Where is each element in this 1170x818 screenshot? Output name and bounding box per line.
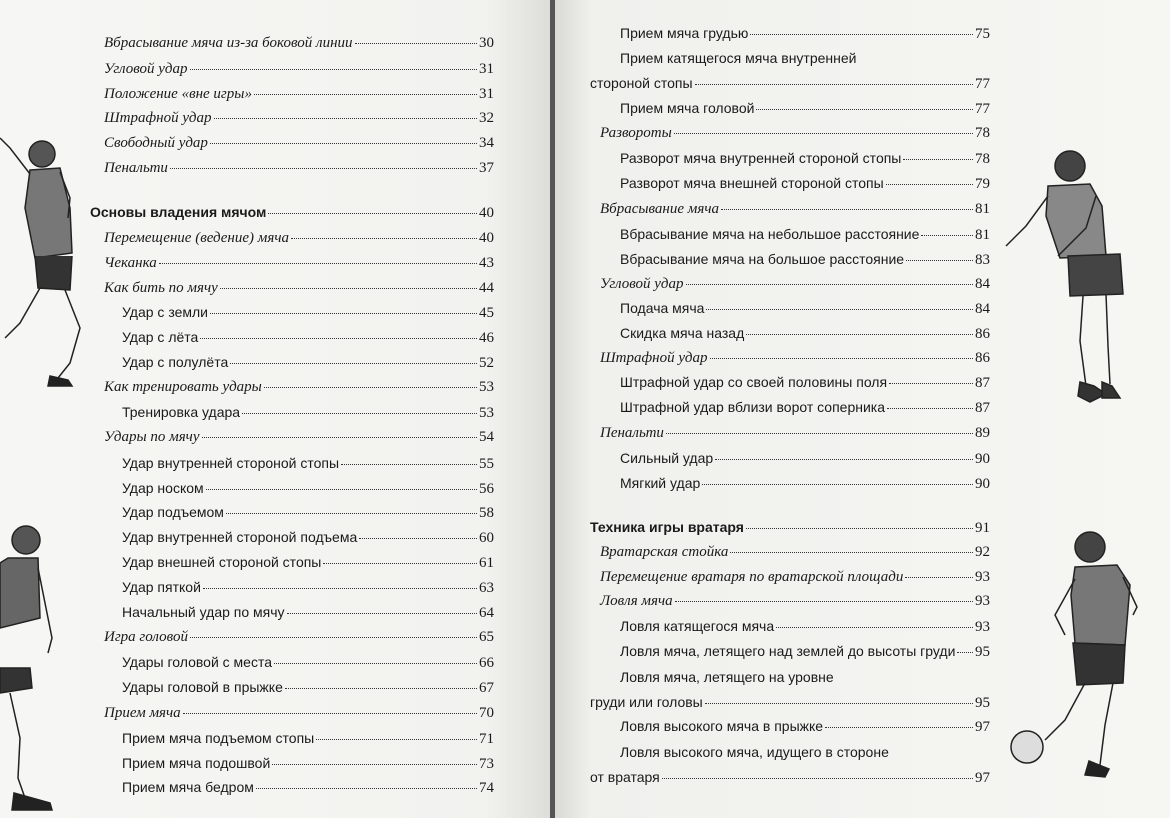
- dot-leader: [226, 513, 477, 514]
- toc-entry-page-number: 93: [975, 619, 990, 635]
- toc-entry-title: Как тренировать удары: [104, 379, 262, 395]
- toc-entry-page-number: 93: [975, 593, 990, 609]
- toc-entry-page-number: 95: [975, 644, 990, 660]
- toc-entry-page-number: 43: [479, 255, 494, 271]
- toc-entry-page-number: 71: [479, 731, 494, 747]
- dot-leader: [355, 43, 477, 44]
- toc-entry-title: Как бить по мячу: [104, 280, 218, 296]
- toc-entry-title: Угловой удар: [600, 276, 684, 292]
- toc-entry: [104, 704, 494, 722]
- toc-entry: [620, 250, 990, 269]
- toc-entry: [104, 85, 494, 103]
- dot-leader: [190, 69, 478, 70]
- toc-entry: [620, 717, 990, 736]
- toc-entry-page-number: 44: [479, 280, 494, 296]
- dot-leader: [666, 433, 973, 434]
- toc-entry-title: Удар с лёта: [122, 329, 199, 345]
- toc-entry: [620, 373, 990, 392]
- dot-leader: [921, 235, 973, 236]
- footballer-kicking-ball-illustration: [1005, 525, 1145, 787]
- dot-leader: [957, 652, 973, 653]
- toc-entry: [122, 528, 494, 547]
- toc-entry-title: Разворот мяча внутренней стороной стопы: [620, 150, 902, 166]
- toc-entry-page-number: 37: [479, 160, 494, 176]
- toc-entry: [620, 24, 990, 43]
- toc-entry-title: груди или головы: [590, 694, 703, 710]
- toc-entry: [590, 768, 990, 787]
- toc-entry-title: Удар носком: [122, 480, 204, 496]
- toc-entry: [122, 603, 494, 622]
- toc-entry-title: Перемещение (ведение) мяча: [104, 230, 289, 246]
- toc-entry-title: Прием мяча бедром: [122, 779, 254, 795]
- toc-entry-title: от вратаря: [590, 769, 660, 785]
- toc-entry: [122, 778, 494, 797]
- dot-leader: [702, 484, 973, 485]
- dot-leader: [206, 489, 477, 490]
- toc-entry-title: Чеканка: [104, 255, 157, 271]
- dot-leader: [706, 309, 973, 310]
- toc-entry-title: Штрафной удар со своей половины поля: [620, 374, 888, 390]
- toc-entry-title: Ловля катящегося мяча: [620, 618, 775, 634]
- toc-entry: [600, 349, 990, 367]
- toc-entry-page-number: 87: [975, 375, 990, 391]
- dot-leader: [170, 168, 477, 169]
- toc-entry-title: Игра головой: [104, 629, 188, 645]
- toc-entry-title: Мягкий удар: [620, 475, 701, 491]
- toc-entry: [620, 617, 990, 636]
- toc-entry-page-number: 81: [975, 201, 990, 217]
- toc-entry-title: Начальный удар по мячу: [122, 604, 285, 620]
- toc-entry-page-number: 65: [479, 629, 494, 645]
- toc-entry: [104, 159, 494, 177]
- toc-entry: [122, 678, 494, 697]
- dot-leader: [886, 184, 973, 185]
- toc-entry: [590, 518, 990, 537]
- dot-leader: [210, 313, 477, 314]
- toc-entry-title: Пенальти: [600, 425, 664, 441]
- dot-leader: [210, 143, 477, 144]
- toc-entry-page-number: 40: [479, 205, 494, 221]
- dot-leader: [750, 34, 973, 35]
- toc-entry-page-number: 45: [479, 305, 494, 321]
- toc-entry-title: Штрафной удар: [600, 350, 708, 366]
- dot-leader: [825, 727, 973, 728]
- toc-entry: [620, 474, 990, 493]
- toc-entry: [600, 200, 990, 218]
- dot-leader: [230, 363, 477, 364]
- toc-entry-page-number: 53: [479, 405, 494, 421]
- dot-leader: [256, 788, 477, 789]
- toc-entry-page-number: 31: [479, 61, 494, 77]
- dot-leader: [190, 637, 477, 638]
- dot-leader: [291, 238, 477, 239]
- toc-entry-title: Удар внешней стороной стопы: [122, 554, 322, 570]
- dot-leader: [662, 778, 973, 779]
- dot-leader: [359, 538, 477, 539]
- dot-leader: [341, 464, 477, 465]
- dot-leader: [220, 288, 477, 289]
- toc-entry-title: Подача мяча: [620, 300, 705, 316]
- toc-entry: [620, 149, 990, 168]
- toc-entry-title: Вратарская стойка: [600, 544, 729, 560]
- dot-leader: [274, 663, 477, 664]
- toc-entry-title: Удары головой с места: [122, 654, 273, 670]
- toc-entry-page-number: 52: [479, 355, 494, 371]
- toc-entry-title: Штрафной удар вблизи ворот соперника: [620, 399, 886, 415]
- toc-entry: [620, 324, 990, 343]
- dot-leader: [214, 118, 477, 119]
- dot-leader: [287, 613, 477, 614]
- toc-entry-title: Ловля высокого мяча, идущего в стороне: [620, 744, 889, 760]
- toc-entry: [122, 353, 494, 372]
- footballer-dribbling-illustration: [0, 518, 60, 818]
- toc-entry-page-number: 53: [479, 379, 494, 395]
- toc-entry-title: Разворот мяча внешней стороной стопы: [620, 175, 884, 191]
- toc-entry: [122, 754, 494, 773]
- goalkeeper-stance-illustration: [998, 146, 1128, 408]
- toc-entry-title: Вбрасывание мяча на большое расстояние: [620, 251, 905, 267]
- toc-entry: [104, 34, 494, 52]
- toc-entry-page-number: 93: [975, 569, 990, 585]
- toc-entry-page-number: 78: [975, 151, 990, 167]
- toc-entry-page-number: 58: [479, 505, 494, 521]
- toc-entry: [590, 74, 990, 93]
- dot-leader: [715, 459, 973, 460]
- toc-entry: [104, 628, 494, 646]
- toc-entry: [620, 225, 990, 244]
- dot-leader: [183, 713, 477, 714]
- toc-entry-page-number: 84: [975, 301, 990, 317]
- toc-entry-title: Прием мяча головой: [620, 100, 755, 116]
- toc-entry-title: Вбрасывание мяча на небольшое расстояние: [620, 226, 920, 242]
- dot-leader: [906, 260, 973, 261]
- dot-leader: [200, 338, 477, 339]
- toc-entry: [600, 124, 990, 142]
- toc-entry-page-number: 95: [975, 695, 990, 711]
- toc-entry-page-number: 64: [479, 605, 494, 621]
- toc-entry-page-number: 86: [975, 326, 990, 342]
- toc-entry-title: Удар подъемом: [122, 504, 224, 520]
- toc-entry: [600, 275, 990, 293]
- dot-leader: [675, 601, 973, 602]
- toc-entry-page-number: 74: [479, 780, 494, 796]
- toc-entry: [104, 109, 494, 127]
- toc-entry-page-number: 63: [479, 580, 494, 596]
- toc-entry-page-number: 70: [479, 705, 494, 721]
- toc-entry-title: Перемещение вратаря по вратарской площади: [600, 569, 904, 585]
- toc-entry: [104, 279, 494, 297]
- toc-entry-page-number: 40: [479, 230, 494, 246]
- toc-entry-title: Прием катящегося мяча внутренней: [620, 50, 857, 66]
- toc-entry: [104, 229, 494, 247]
- toc-entry: [122, 578, 494, 597]
- toc-entry-title: Скидка мяча назад: [620, 325, 745, 341]
- toc-entry-title: Тренировка удара: [122, 404, 241, 420]
- dot-leader: [323, 563, 477, 564]
- toc-entry-title: Прием мяча подъемом стопы: [122, 730, 315, 746]
- toc-entry-title: Пенальти: [104, 160, 168, 176]
- dot-leader: [756, 109, 973, 110]
- toc-entry-title: Вбрасывание мяча: [600, 201, 719, 217]
- toc-entry: [104, 428, 494, 446]
- toc-entry-page-number: 87: [975, 400, 990, 416]
- toc-entry: [122, 479, 494, 498]
- toc-entry-title: Удары головой в прыжке: [122, 679, 283, 695]
- dot-leader: [268, 213, 477, 214]
- toc-entry: [122, 553, 494, 572]
- toc-entry-page-number: 67: [479, 680, 494, 696]
- toc-entry-title: Удары по мячу: [104, 429, 200, 445]
- toc-entry-title: Вбрасывание мяча из-за боковой линии: [104, 35, 353, 51]
- dot-leader: [272, 764, 477, 765]
- dot-leader: [203, 588, 477, 589]
- toc-entry: [620, 449, 990, 468]
- toc-entry-title: Прием мяча: [104, 705, 181, 721]
- toc-entry: [104, 378, 494, 396]
- toc-entry-page-number: 89: [975, 425, 990, 441]
- toc-entry-title: Основы владения мячом: [90, 204, 267, 220]
- toc-entry-title: Штрафной удар: [104, 110, 212, 126]
- toc-entry-page-number: 84: [975, 276, 990, 292]
- toc-entry: [600, 424, 990, 442]
- toc-entry-page-number: 83: [975, 252, 990, 268]
- toc-entry-page-number: 81: [975, 227, 990, 243]
- toc-entry-title: Угловой удар: [104, 61, 188, 77]
- dot-leader: [159, 263, 477, 264]
- dot-leader: [242, 413, 477, 414]
- toc-entry-title: Ловля мяча, летящего над землей до высоты груди: [620, 643, 956, 659]
- dot-leader: [746, 334, 973, 335]
- toc-entry: [122, 303, 494, 322]
- toc-entry-page-number: 66: [479, 655, 494, 671]
- toc-entry: [600, 543, 990, 561]
- toc-entry: [620, 642, 990, 661]
- toc-entry-title: Ловля высокого мяча в прыжке: [620, 718, 824, 734]
- toc-entry-title: Удар внутренней стороной стопы: [122, 455, 340, 471]
- dot-leader: [285, 688, 477, 689]
- toc-entry-page-number: 46: [479, 330, 494, 346]
- toc-entry-title: Ловля мяча: [600, 593, 673, 609]
- toc-entry-page-number: 92: [975, 544, 990, 560]
- dot-leader: [254, 94, 477, 95]
- toc-entry-title: Удар с полулёта: [122, 354, 229, 370]
- dot-leader: [721, 209, 973, 210]
- toc-entry-title: Удар пяткой: [122, 579, 201, 595]
- toc-entry-page-number: 56: [479, 481, 494, 497]
- footballer-kicking-illustration: [0, 128, 105, 393]
- dot-leader: [710, 358, 973, 359]
- toc-entry-page-number: 91: [975, 520, 990, 536]
- dot-leader: [889, 383, 973, 384]
- toc-entry-page-number: 77: [975, 76, 990, 92]
- toc-entry: [620, 99, 990, 118]
- dot-leader: [730, 552, 973, 553]
- toc-entry-title: Удар внутренней стороной подъема: [122, 529, 358, 545]
- toc-entry-title: Техника игры вратаря: [590, 519, 744, 535]
- toc-entry: [104, 60, 494, 78]
- toc-entry-page-number: 73: [479, 756, 494, 772]
- toc-entry: [104, 134, 494, 152]
- toc-entry-page-number: 31: [479, 86, 494, 102]
- toc-entry-title: Свободный удар: [104, 135, 208, 151]
- toc-entry: [600, 568, 990, 586]
- toc-entry: [122, 454, 494, 473]
- toc-entry-page-number: 60: [479, 530, 494, 546]
- toc-entry: [122, 328, 494, 347]
- toc-entry-title: Удар с земли: [122, 304, 208, 320]
- toc-entry-page-number: 90: [975, 451, 990, 467]
- dot-leader: [776, 627, 973, 628]
- toc-entry-title: Положение «вне игры»: [104, 86, 252, 102]
- toc-entry-page-number: 97: [975, 770, 990, 786]
- dot-leader: [316, 739, 477, 740]
- dot-leader: [705, 703, 973, 704]
- toc-entry: [122, 403, 494, 422]
- dot-leader: [674, 133, 973, 134]
- toc-entry: [122, 653, 494, 672]
- toc-entry: [122, 503, 494, 522]
- toc-entry-title: Сильный удар: [620, 450, 714, 466]
- toc-entry: [620, 174, 990, 193]
- toc-entry: [620, 299, 990, 318]
- dot-leader: [887, 408, 973, 409]
- toc-entry-title: Прием мяча грудью: [620, 25, 749, 41]
- toc-entry: [122, 729, 494, 748]
- dot-leader: [202, 437, 477, 438]
- toc-entry-page-number: 86: [975, 350, 990, 366]
- dot-leader: [746, 528, 973, 529]
- toc-entry-page-number: 55: [479, 456, 494, 472]
- toc-entry-page-number: 54: [479, 429, 494, 445]
- toc-entry-page-number: 34: [479, 135, 494, 151]
- toc-entry-page-number: 30: [479, 35, 494, 51]
- dot-leader: [695, 84, 973, 85]
- toc-entry-title: стороной стопы: [590, 75, 693, 91]
- toc-entry-page-number: 61: [479, 555, 494, 571]
- toc-entry-page-number: 78: [975, 125, 990, 141]
- dot-leader: [903, 159, 973, 160]
- dot-leader: [686, 284, 974, 285]
- toc-entry-title: Развороты: [600, 125, 672, 141]
- toc-entry-title: Прием мяча подошвой: [122, 755, 271, 771]
- toc-entry-page-number: 77: [975, 101, 990, 117]
- toc-entry: [600, 592, 990, 610]
- toc-entry-page-number: 79: [975, 176, 990, 192]
- dot-leader: [905, 577, 973, 578]
- toc-entry-page-number: 32: [479, 110, 494, 126]
- toc-entry: [90, 203, 494, 222]
- toc-entry: [590, 693, 990, 712]
- toc-entry-title: Ловля мяча, летящего на уровне: [620, 669, 834, 685]
- toc-entry-page-number: 90: [975, 476, 990, 492]
- toc-entry-page-number: 97: [975, 719, 990, 735]
- toc-entry-page-number: 75: [975, 26, 990, 42]
- toc-entry: [104, 254, 494, 272]
- dot-leader: [264, 387, 477, 388]
- toc-entry: [620, 398, 990, 417]
